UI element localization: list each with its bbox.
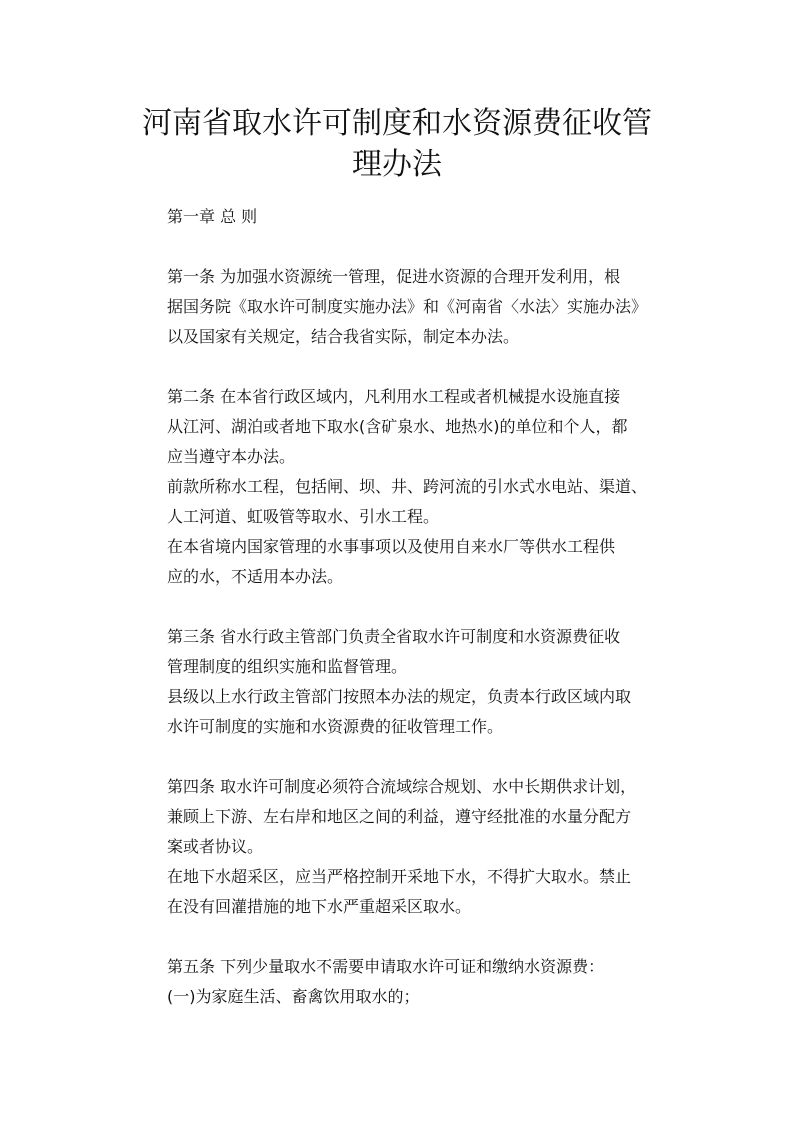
article-3-line-2: 管理制度的组织实施和监督管理。 xyxy=(167,657,408,676)
article-4-line-2: 兼顾上下游、左右岸和地区之间的利益，遵守经批准的水量分配方 xyxy=(167,807,632,826)
article-4-line-5: 在没有回灌措施的地下水严重超采区取水。 xyxy=(167,897,472,916)
article-2-line-4: 前款所称水工程，包括闸、坝、井、跨河流的引水式水电站、渠道、 xyxy=(167,477,648,496)
article-3-line-1: 第三条 省水行政主管部门负责全省取水许可制度和水资源费征收 xyxy=(167,627,621,646)
article-3-line-3: 县级以上水行政主管部门按照本办法的规定，负责本行政区域内取 xyxy=(167,687,632,706)
article-5-line-2: (一)为家庭生活、畜禽饮用取水的； xyxy=(167,987,420,1006)
article-4-line-4: 在地下水超采区，应当严格控制开采地下水，不得扩大取水。禁止 xyxy=(167,867,632,886)
article-2-line-2: 从江河、湖泊或者地下取水(含矿泉水、地热水)的单位和个人，都 xyxy=(167,417,628,436)
article-4-line-3: 案或者协议。 xyxy=(167,837,264,856)
article-2-line-3: 应当遵守本办法。 xyxy=(167,447,296,466)
article-1-line-2: 据国务院《取水许可制度实施办法》和《河南省〈水法〉实施办法》 xyxy=(167,297,648,316)
article-4-line-1: 第四条 取水许可制度必须符合流域综合规划、水中长期供求计划， xyxy=(167,777,637,796)
article-1-line-1: 第一条 为加强水资源统一管理，促进水资源的合理开发利用，根 xyxy=(167,267,621,286)
article-2-line-5: 人工河道、虹吸管等取水、引水工程。 xyxy=(167,507,440,526)
article-3-line-4: 水许可制度的实施和水资源费的征收管理工作。 xyxy=(167,717,504,736)
article-1-line-3: 以及国家有关规定，结合我省实际，制定本办法。 xyxy=(167,327,520,346)
article-2-line-6: 在本省境内国家管理的水事事项以及使用自来水厂等供水工程供 xyxy=(167,537,616,556)
article-2-line-1: 第二条 在本省行政区域内，凡利用水工程或者机械提水设施直接 xyxy=(167,387,621,406)
chapter-heading: 第一章 总 则 xyxy=(167,207,258,226)
document-title-line-2: 理办法 xyxy=(352,147,442,182)
document-title-line-1: 河南省取水许可制度和水资源费征收管 xyxy=(142,106,652,141)
article-5-line-1: 第五条 下列少量取水不需要申请取水许可证和缴纳水资源费： xyxy=(167,957,605,976)
article-2-line-7: 应的水，不适用本办法。 xyxy=(167,567,344,586)
